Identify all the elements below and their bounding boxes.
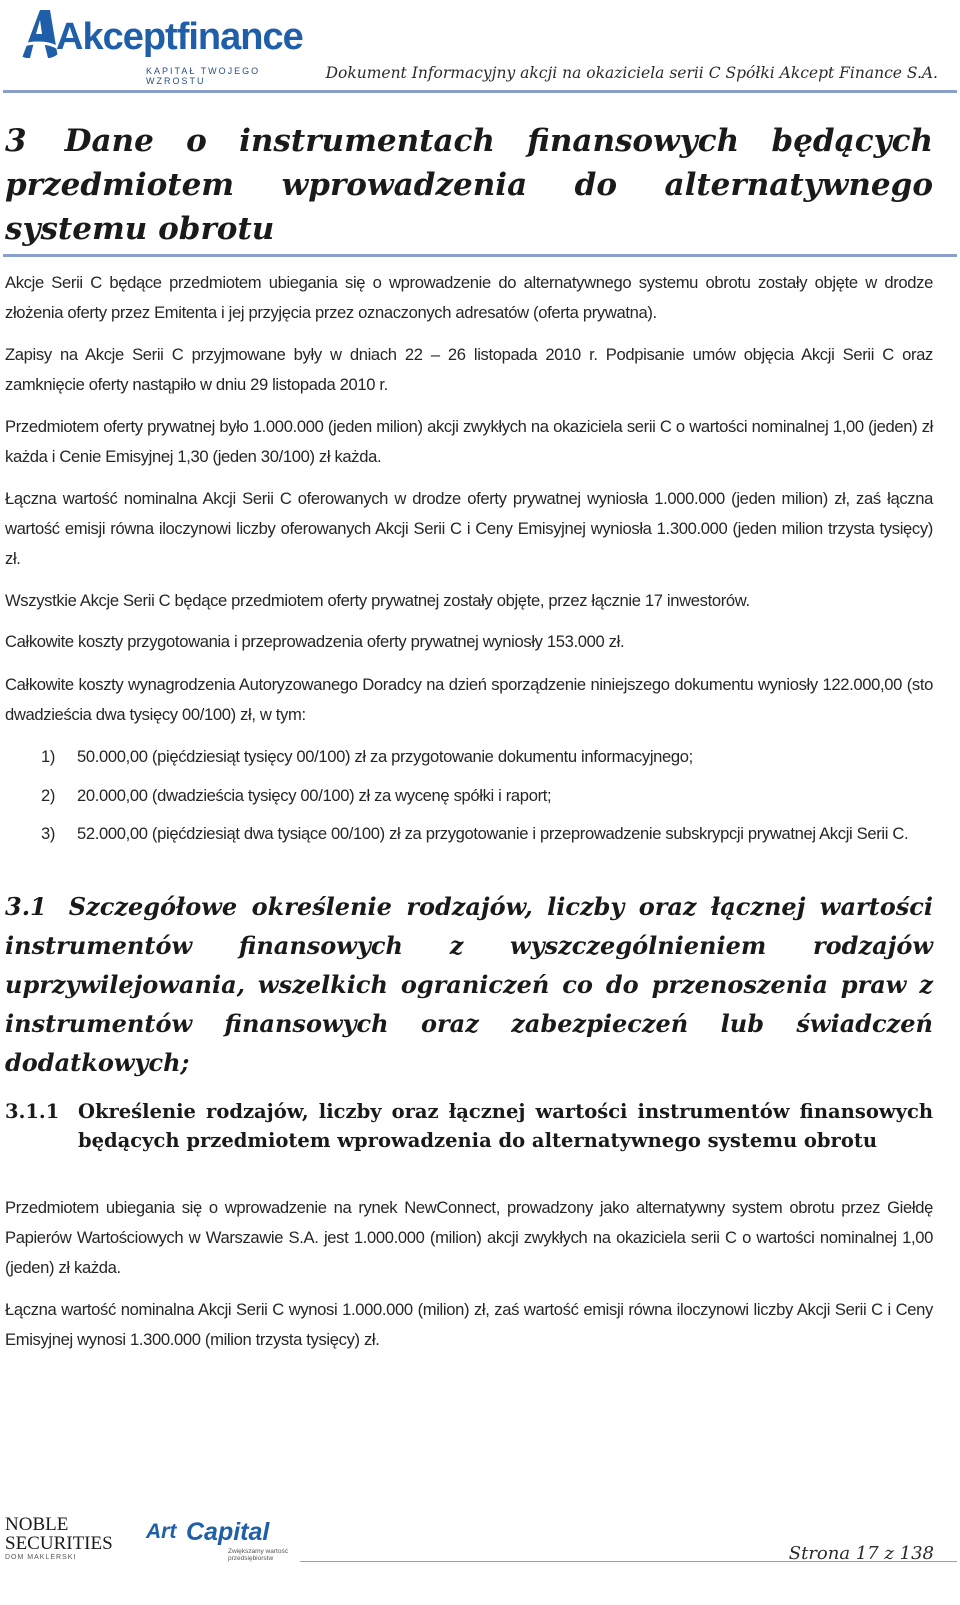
section-3-1-1-heading <box>5 1097 933 1155</box>
list-item-text: 50.000,00 (pięćdziesiąt tysięcy 00/100) zł za przygotowanie dokumentu informacyjnego; <box>77 747 693 766</box>
paragraph: Akcje Serii C będące przedmiotem ubiegania się o wprowadzenie do alternatywnego systemu obrotu zostały objęte w drodze złożenia oferty przez Emitenta i jej przyjęcia przez oznaczonych adresatów (oferta prywatna). <box>5 273 933 322</box>
section-3-body <box>5 412 933 472</box>
list-item <box>5 821 933 846</box>
section-3-1-1-title: Określenie rodzajów, liczby oraz łącznej wartości instrumentów finansowych będących przedmiotem wprowadzenia do alternatywnego systemu obrotu <box>78 1100 933 1152</box>
cost-list <box>5 783 933 808</box>
paragraph: Zapisy na Akcje Serii C przyjmowane były w dniach 22 – 26 listopada 2010 r. Podpisanie umów objęcia Akcji Serii C oraz zamknięcie oferty nastąpiło w dniu 29 listopada 2010 r. <box>5 345 933 394</box>
header-divider <box>3 90 957 93</box>
paragraph: Całkowite koszty wynagrodzenia Autoryzowanego Doradcy na dzień sporządzenie niniejszego dokumentu wyniosły 122.000,00 (sto dwadzieścia dwa tysięcy 00/100) zł, w tym: <box>5 675 933 724</box>
paragraph: Wszystkie Akcje Serii C będące przedmiotem oferty prywatnej zostały objęte, przez łącznie 17 inwestorów. <box>5 591 750 610</box>
section-3-body <box>5 627 933 657</box>
cost-list <box>5 821 933 846</box>
list-item-number: 3) <box>41 824 56 843</box>
section-heading-divider <box>3 254 957 257</box>
akceptfinance-logo <box>14 4 304 84</box>
noble-logo-line2: SECURITIES <box>5 1533 113 1554</box>
section-3-1-1-number: 3.1.1 <box>5 1100 60 1123</box>
section-3-1-1-body <box>5 1295 933 1355</box>
section-3-heading <box>5 119 933 251</box>
section-3-1-number: 3.1 <box>5 892 47 921</box>
paragraph: Łączna wartość nominalna Akcji Serii C wynosi 1.000.000 (milion) zł, zaś wartość emisji równa iloczynowi liczby Akcji Serii C i Ceny Emisyjnej wynosi 1.300.000 (milion trzysta tysięcy) zł. <box>5 1300 933 1349</box>
section-3-title: Dane o instrumentach finansowych będących przedmiotem wprowadzenia do alternatywnego systemu obrotu <box>5 123 933 247</box>
noble-securities-logo <box>5 1515 133 1563</box>
list-item-text: 20.000,00 (dwadzieścia tysięcy 00/100) zł za wycenę spółki i raport; <box>77 786 552 805</box>
cost-list <box>5 744 933 769</box>
document-header-title: Dokument Informacyjny akcji na okaziciela serii C Spółki Akcept Finance S.A. <box>325 64 938 82</box>
logo-wordmark: Akceptfinance <box>56 16 303 58</box>
section-3-body <box>5 340 933 400</box>
list-item <box>5 783 933 808</box>
section-3-1-1-body <box>5 1193 933 1283</box>
list-item-text: 52.000,00 (pięćdziesiąt dwa tysiące 00/100) zł za przygotowanie i przeprowadzenie subskrypcji prywatnej Akcji Serii C. <box>77 824 909 843</box>
paragraph: Łączna wartość nominalna Akcji Serii C oferowanych w drodze oferty prywatnej wyniosła 1.000.000 (jeden milion) zł, zaś łączna wartość emisji równa iloczynowi liczby oferowanych Akcji Serii C i Ceny Emisyjnej wyniosła 1.300.000 (jeden milion trzysta tysięcy) zł. <box>5 489 933 568</box>
paragraph: Przedmiotem ubiegania się o wprowadzenie na rynek NewConnect, prowadzony jako alternatywny system obrotu przez Giełdę Papierów Wartościowych w Warszawie S.A. jest 1.000.000 (milion) akcji zwykłych na okaziciela serii C o wartości nominalnej 1,00 (jeden) zł każda. <box>5 1198 933 1277</box>
paragraph: Całkowite koszty przygotowania i przeprowadzenia oferty prywatnej wyniosły 153.000 zł. <box>5 632 625 651</box>
section-3-1-title: Szczegółowe określenie rodzajów, liczby oraz łącznej wartości instrumentów finansowych z wyszczególnieniem rodzajów uprzywilejowania, wszelkich ograniczeń co do przenoszenia praw z instrumentów finansowych oraz zabezpieczeń lub świadczeń dodatkowych; <box>5 892 933 1077</box>
art-capital-logo <box>146 1512 296 1564</box>
art-capital-logo-art: Art <box>146 1520 177 1543</box>
logo-tagline: KAPITAŁ TWOJEGO WZROSTU <box>146 66 261 86</box>
paragraph: Przedmiotem oferty prywatnej było 1.000.000 (jeden milion) akcji zwykłych na okaziciela serii C o wartości nominalnej 1,00 (jeden) zł każda i Cenie Emisyjnej 1,30 (jeden 30/100) zł każda. <box>5 417 933 466</box>
list-item <box>5 744 933 769</box>
akceptfinance-mark-icon <box>14 6 62 64</box>
art-capital-logo-capital: Capital <box>186 1518 270 1546</box>
noble-logo-line1: NOBLE <box>5 1514 69 1535</box>
section-3-1-heading <box>5 887 933 1082</box>
section-3-number: 3 <box>5 123 27 159</box>
art-capital-logo-tagline: Zwiększamy wartość przedsiębiorstw <box>228 1548 288 1562</box>
section-3-body <box>5 268 933 328</box>
list-item-number: 2) <box>41 786 56 805</box>
noble-logo-line3: DOM MAKLERSKI <box>5 1554 77 1561</box>
list-item-number: 1) <box>41 747 56 766</box>
section-3-body <box>5 670 933 730</box>
page-number: Strona 17 z 138 <box>788 1543 934 1564</box>
section-3-body <box>5 586 933 616</box>
section-3-body <box>5 484 933 574</box>
